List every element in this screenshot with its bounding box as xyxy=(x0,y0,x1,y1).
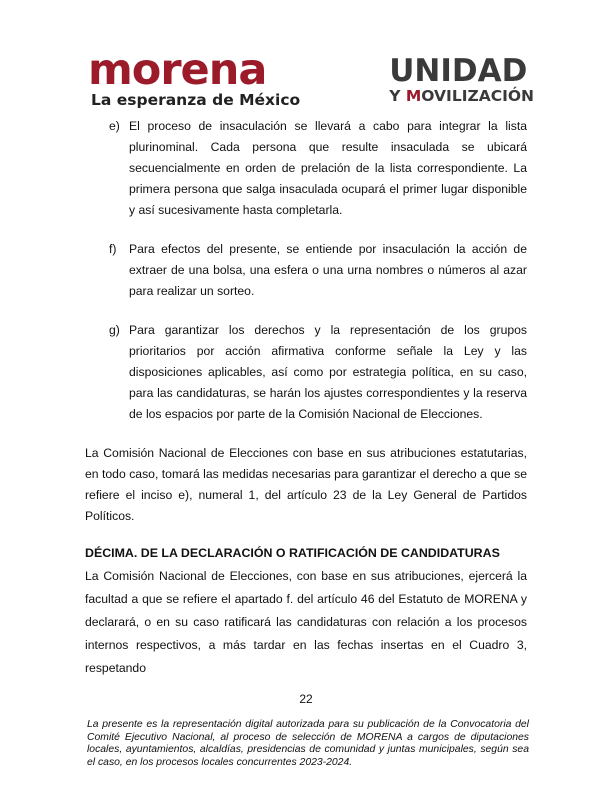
body-paragraph: La Comisión Nacional de Elecciones, con base en sus atribuciones, ejercerá la facultad a que se refiere el apartado f. del artículo 46 del Estatuto de MORENA y declarará, o en su caso ratificará las candidaturas con relación a los procesos internos respectivos, a más tardar en las fechas insertas en el Cuadro 3, respetando xyxy=(85,569,527,675)
list-item-text: El proceso de insaculación se llevará a cabo para integrar la lista plurinominal. Cada persona que resulte insaculada se ubicará secuencialmente en orden de prelación de la lista correspondiente. La primera persona que salga insaculada ocupará el primer lugar disponible y así sucesivamente hasta completarla. xyxy=(129,119,527,217)
document-body xyxy=(85,116,527,680)
footer-note: La presente es la representación digital autorizada para su publicación de la Convocatoria del Comité Ejecutivo Nacional, al proceso de selección de MORENA a cargos de diputaciones locales, ayuntamientos, alcaldías, presidencias de comunidad y juntas municipales, según sea el caso, en los procesos locales concurrentes 2023-2024. xyxy=(87,719,529,768)
logo-tagline: La esperanza de México xyxy=(91,91,301,109)
list-marker: e) xyxy=(109,119,120,133)
list-marker: g) xyxy=(109,323,120,337)
body-paragraph: La Comisión Nacional de Elecciones con base en sus atribuciones estatutarias, en todo caso, tomará las medidas necesarias para garantizar el derecho a que se refiere el inciso e), numeral 1, del artículo 23 de la Ley General de Partidos Políticos. xyxy=(85,446,527,523)
logo-movilizacion xyxy=(389,87,534,105)
list-marker: f) xyxy=(109,242,117,256)
logo-unidad: UNIDAD xyxy=(389,53,528,89)
list-item xyxy=(85,239,527,302)
page-number: 22 xyxy=(299,692,313,706)
logo-movilizacion-rest: OVILIZACIÓN xyxy=(421,87,534,105)
list-item-text: Para efectos del presente, se entiende por insaculación la acción de extraer de una bolsa, una esfera o una urna nombres o números al azar para realizar un sorteo. xyxy=(129,242,527,298)
list-item-text: Para garantizar los derechos y la representación de los grupos prioritarios por acción afirmativa conforme señale la Ley y las disposiciones aplicables, así como por estrategia política, en su caso, para las candidaturas, se harán los ajustes correspondientes y la reserva de los espacios por parte de la Comisión Nacional de Elecciones. xyxy=(129,323,527,421)
section-heading: DÉCIMA. DE LA DECLARACIÓN O RATIFICACIÓN DE CANDIDATURAS xyxy=(85,546,500,560)
morena-logo xyxy=(88,45,301,109)
logo-movilizacion-prefix: Y xyxy=(389,87,406,105)
unidad-movilizacion-logo xyxy=(389,55,534,105)
list-item xyxy=(85,116,527,221)
logo-movilizacion-accent: M xyxy=(405,87,422,105)
logo-wordmark: morena xyxy=(88,45,267,95)
list-item xyxy=(85,320,527,425)
